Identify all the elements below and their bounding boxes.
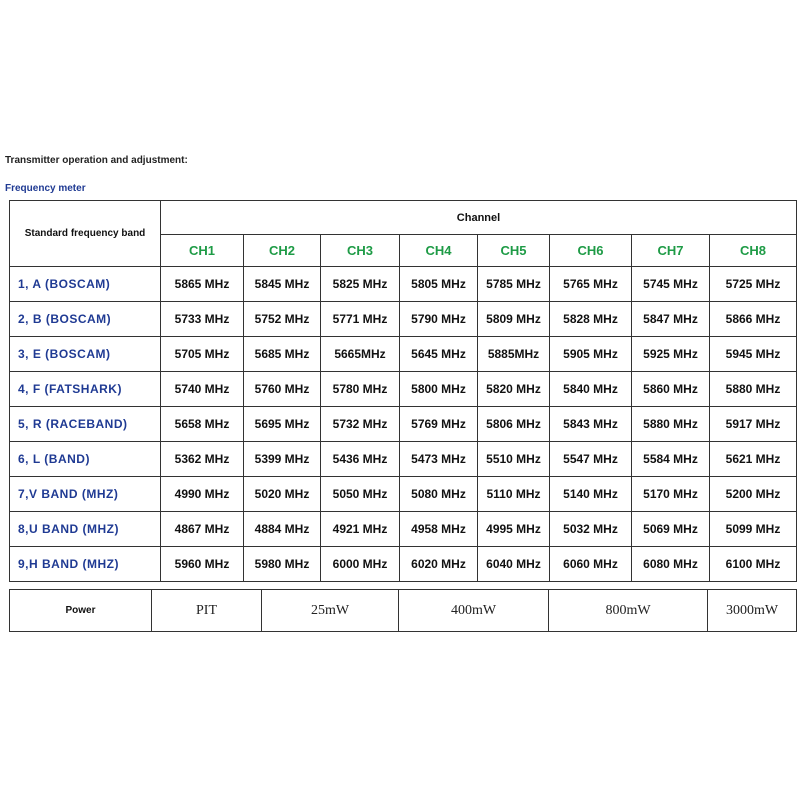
- frequency-cell: 5705 MHz: [161, 337, 244, 372]
- channel-header-ch7: CH7: [632, 235, 710, 267]
- frequency-cell: 6000 MHz: [321, 547, 400, 582]
- frequency-cell: 5752 MHz: [244, 302, 321, 337]
- frequency-cell: 4884 MHz: [244, 512, 321, 547]
- frequency-cell: 5732 MHz: [321, 407, 400, 442]
- frequency-cell: 5362 MHz: [161, 442, 244, 477]
- frequency-cell: 5847 MHz: [632, 302, 710, 337]
- frequency-cell: 5436 MHz: [321, 442, 400, 477]
- frequency-cell: 5806 MHz: [478, 407, 550, 442]
- channel-header-ch5: CH5: [478, 235, 550, 267]
- channel-header-ch2: CH2: [244, 235, 321, 267]
- frequency-cell: 5800 MHz: [400, 372, 478, 407]
- frequency-cell: 5790 MHz: [400, 302, 478, 337]
- frequency-cell: 5825 MHz: [321, 267, 400, 302]
- frequency-cell: 5765 MHz: [550, 267, 632, 302]
- frequency-cell: 5050 MHz: [321, 477, 400, 512]
- frequency-cell: 5843 MHz: [550, 407, 632, 442]
- frequency-cell: 5880 MHz: [710, 372, 797, 407]
- frequency-cell: 5110 MHz: [478, 477, 550, 512]
- channel-header-ch8: CH8: [710, 235, 797, 267]
- frequency-cell: 5917 MHz: [710, 407, 797, 442]
- frequency-cell: 5510 MHz: [478, 442, 550, 477]
- power-table: [9, 589, 797, 632]
- frequency-cell: 5780 MHz: [321, 372, 400, 407]
- frequency-cell: 5885MHz: [478, 337, 550, 372]
- table-row: [10, 302, 797, 337]
- frequency-cell: 5069 MHz: [632, 512, 710, 547]
- frequency-cell: 5200 MHz: [710, 477, 797, 512]
- frequency-cell: 5020 MHz: [244, 477, 321, 512]
- table-row: [10, 512, 797, 547]
- frequency-cell: 5925 MHz: [632, 337, 710, 372]
- frequency-cell: 5960 MHz: [161, 547, 244, 582]
- channel-header-ch4: CH4: [400, 235, 478, 267]
- frequency-cell: 5725 MHz: [710, 267, 797, 302]
- table-header-row: [10, 201, 797, 235]
- frequency-cell: 5080 MHz: [400, 477, 478, 512]
- band-label: 9,H BAND (MHZ): [10, 547, 161, 582]
- frequency-cell: 4921 MHz: [321, 512, 400, 547]
- frequency-cell: 5771 MHz: [321, 302, 400, 337]
- band-label: 4, F (FATSHARK): [10, 372, 161, 407]
- frequency-cell: 5840 MHz: [550, 372, 632, 407]
- band-label: 5, R (RACEBAND): [10, 407, 161, 442]
- band-label: 7,V BAND (MHZ): [10, 477, 161, 512]
- frequency-table: [9, 200, 797, 582]
- table-row: [10, 267, 797, 302]
- frequency-cell: 5170 MHz: [632, 477, 710, 512]
- band-label: 2, B (BOSCAM): [10, 302, 161, 337]
- table-row: [10, 407, 797, 442]
- frequency-cell: 5695 MHz: [244, 407, 321, 442]
- frequency-cell: 4958 MHz: [400, 512, 478, 547]
- frequency-cell: 5785 MHz: [478, 267, 550, 302]
- frequency-cell: 5905 MHz: [550, 337, 632, 372]
- frequency-cell: 4867 MHz: [161, 512, 244, 547]
- frequency-cell: 5880 MHz: [632, 407, 710, 442]
- channel-header-ch6: CH6: [550, 235, 632, 267]
- frequency-cell: 5809 MHz: [478, 302, 550, 337]
- frequency-cell: 5473 MHz: [400, 442, 478, 477]
- power-label: Power: [10, 590, 152, 632]
- frequency-cell: 5733 MHz: [161, 302, 244, 337]
- frequency-cell: 6040 MHz: [478, 547, 550, 582]
- frequency-cell: 5760 MHz: [244, 372, 321, 407]
- table-row: [10, 547, 797, 582]
- frequency-cell: 6060 MHz: [550, 547, 632, 582]
- power-value: 400mW: [399, 590, 549, 632]
- frequency-cell: 5547 MHz: [550, 442, 632, 477]
- standard-band-header: Standard frequency band: [10, 201, 161, 267]
- frequency-cell: 5399 MHz: [244, 442, 321, 477]
- band-label: 6, L (BAND): [10, 442, 161, 477]
- frequency-cell: 5805 MHz: [400, 267, 478, 302]
- frequency-cell: 5866 MHz: [710, 302, 797, 337]
- table-row: [10, 442, 797, 477]
- power-row: [10, 590, 797, 632]
- frequency-cell: 5845 MHz: [244, 267, 321, 302]
- frequency-cell: 5685 MHz: [244, 337, 321, 372]
- band-label: 8,U BAND (MHZ): [10, 512, 161, 547]
- frequency-cell: 5621 MHz: [710, 442, 797, 477]
- channel-header-ch1: CH1: [161, 235, 244, 267]
- frequency-cell: 6100 MHz: [710, 547, 797, 582]
- frequency-cell: 5140 MHz: [550, 477, 632, 512]
- frequency-cell: 4995 MHz: [478, 512, 550, 547]
- power-value: 800mW: [549, 590, 708, 632]
- frequency-cell: 5769 MHz: [400, 407, 478, 442]
- table-row: [10, 337, 797, 372]
- frequency-cell: 5865 MHz: [161, 267, 244, 302]
- frequency-cell: 5032 MHz: [550, 512, 632, 547]
- frequency-cell: 6020 MHz: [400, 547, 478, 582]
- frequency-cell: 4990 MHz: [161, 477, 244, 512]
- frequency-cell: 5745 MHz: [632, 267, 710, 302]
- band-label: 1, A (BOSCAM): [10, 267, 161, 302]
- channel-header: Channel: [161, 201, 797, 235]
- document-heading: Transmitter operation and adjustment:: [5, 155, 188, 166]
- frequency-cell: 5584 MHz: [632, 442, 710, 477]
- frequency-cell: 5099 MHz: [710, 512, 797, 547]
- frequency-cell: 5980 MHz: [244, 547, 321, 582]
- table-row: [10, 477, 797, 512]
- frequency-cell: 5740 MHz: [161, 372, 244, 407]
- frequency-cell: 5645 MHz: [400, 337, 478, 372]
- frequency-cell: 6080 MHz: [632, 547, 710, 582]
- frequency-cell: 5945 MHz: [710, 337, 797, 372]
- table-row: [10, 372, 797, 407]
- channel-header-ch3: CH3: [321, 235, 400, 267]
- frequency-cell: 5665MHz: [321, 337, 400, 372]
- frequency-cell: 5828 MHz: [550, 302, 632, 337]
- frequency-cell: 5820 MHz: [478, 372, 550, 407]
- power-value: 25mW: [262, 590, 399, 632]
- band-label: 3, E (BOSCAM): [10, 337, 161, 372]
- power-value: PIT: [152, 590, 262, 632]
- section-subheading: Frequency meter: [5, 183, 86, 194]
- power-value: 3000mW: [708, 590, 797, 632]
- frequency-cell: 5658 MHz: [161, 407, 244, 442]
- frequency-cell: 5860 MHz: [632, 372, 710, 407]
